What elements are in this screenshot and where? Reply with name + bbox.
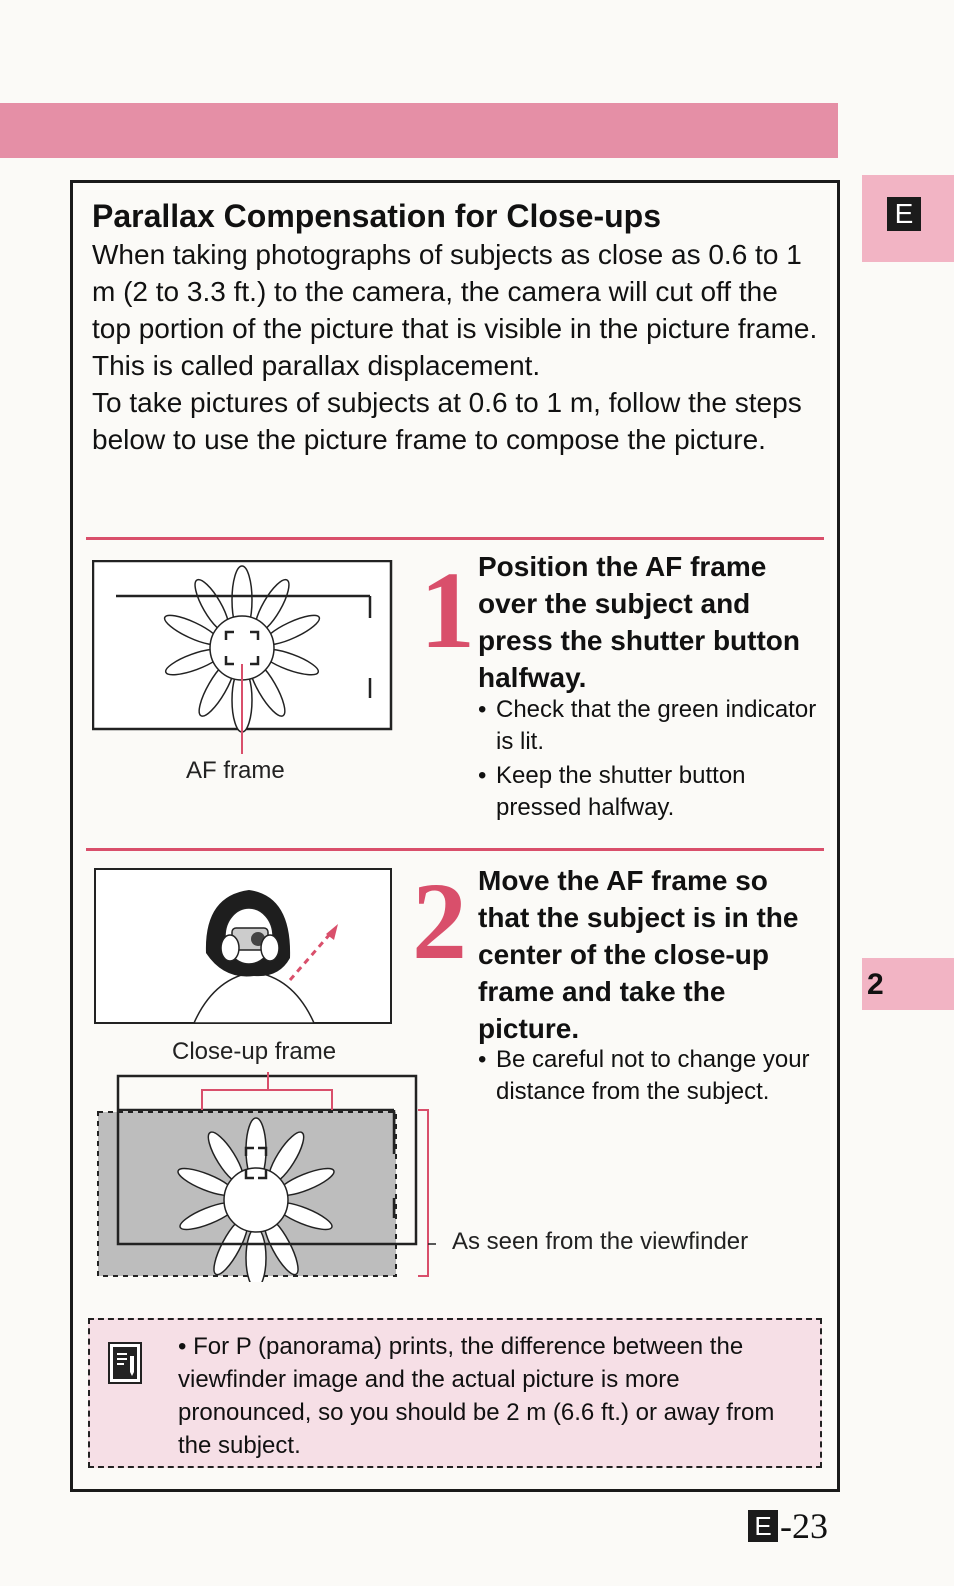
page-section-letter: E — [748, 1510, 778, 1542]
close-up-frame-label: Close-up frame — [172, 1038, 337, 1065]
step-2-bullets — [478, 1044, 818, 1110]
page-number — [748, 1505, 828, 1547]
section-tab — [862, 175, 954, 262]
step-1-title: Position the AF frame over the subject and press the shutter button halfway. — [478, 551, 801, 693]
step-2-title: Move the AF frame so that the subject is in the center of the close-up frame and take the picture. — [478, 865, 799, 1044]
chapter-number: 2 — [867, 968, 884, 1001]
list-item: • Check that the green indicator is lit. — [478, 694, 818, 758]
photographer-illustration — [94, 868, 394, 1026]
note-box — [88, 1318, 822, 1468]
page-title: Parallax Compensation for Close-ups — [92, 198, 662, 234]
divider — [86, 848, 824, 851]
step-1-bullets — [478, 694, 818, 826]
viewfinder-label: As seen from the viewfinder — [452, 1228, 749, 1255]
list-item: • Be careful not to change your distance from the subject. — [478, 1044, 818, 1108]
note-text: • For P (panorama) prints, the difference between the viewfinder image and the actual picture is more pronounced, so you should be 2 m (6.6 ft.) or away from the subject. — [178, 1330, 808, 1462]
step-2-number: 2 — [412, 860, 467, 982]
section-letter: E — [887, 197, 921, 231]
header-band — [0, 103, 838, 158]
list-item: • Keep the shutter button pressed halfway. — [478, 760, 818, 824]
memo-icon — [108, 1342, 142, 1384]
divider — [86, 537, 824, 540]
intro-text: When taking photographs of subjects as close as 0.6 to 1 m (2 to 3.3 ft.) to the camera, the camera will cut off the top portion of the picture that is visible in the picture frame. This is called parallax displacement. To take pictures of subjects at 0.6 to 1 m, follow the steps below to use the picture frame to compose the picture. — [92, 239, 818, 455]
af-frame-illustration — [92, 560, 394, 756]
af-frame-label: AF frame — [186, 757, 285, 784]
step-1-number: 1 — [420, 549, 475, 671]
page-number-value: -23 — [780, 1506, 828, 1546]
viewfinder-illustration — [96, 1070, 436, 1282]
chapter-tab — [862, 958, 954, 1010]
